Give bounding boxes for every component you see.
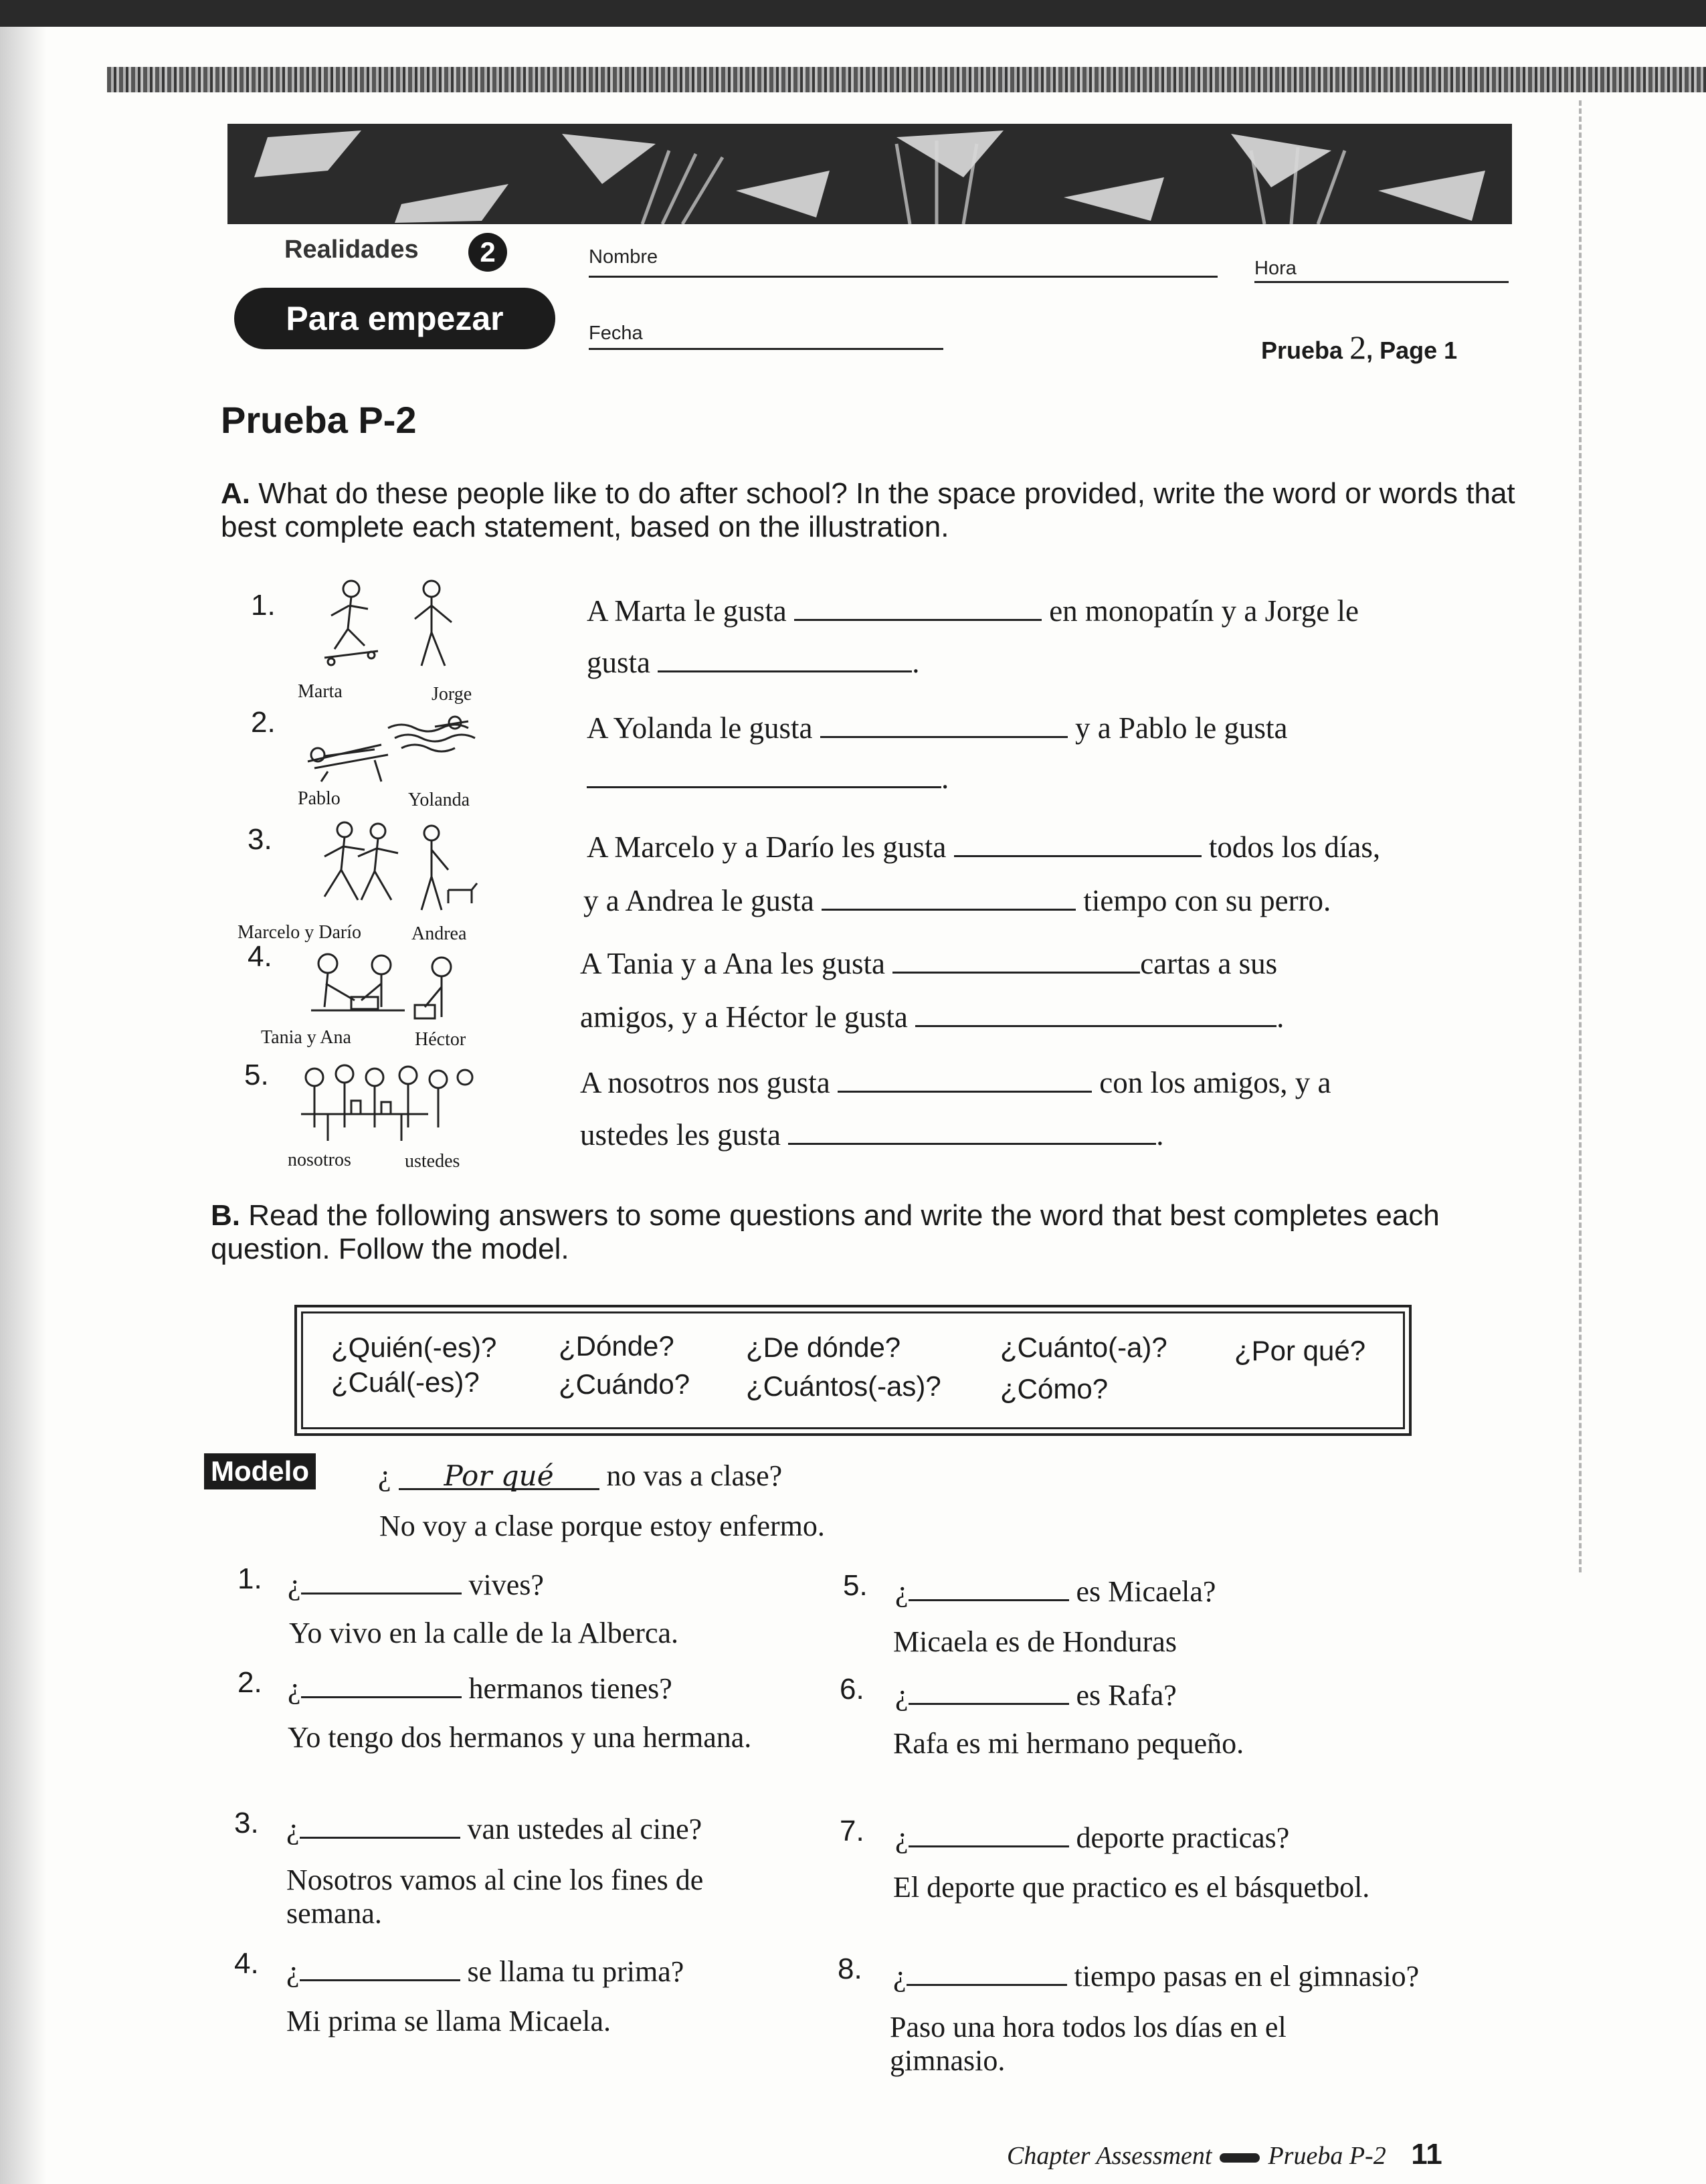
- question-rest: hermanos tienes?: [468, 1672, 672, 1705]
- caption-left: Tania y Ana: [261, 1027, 351, 1048]
- question-answer: Mi prima se llama Micaela.: [286, 2005, 611, 2037]
- sentence-text: cartas a sus: [1140, 947, 1278, 980]
- item-sentence: [587, 709, 1287, 745]
- sentence-text: todos los días,: [1208, 830, 1381, 864]
- question-number: 4.: [234, 1947, 259, 1980]
- question-mark-open: ¿: [286, 1813, 300, 1845]
- scan-left-shadow: [0, 27, 47, 2184]
- question-number: 7.: [840, 1815, 864, 1847]
- item-sentence: [580, 998, 1284, 1034]
- answer-blank[interactable]: [587, 759, 941, 788]
- answer-blank[interactable]: [301, 1669, 462, 1698]
- item-sentence: [587, 644, 920, 680]
- test-number: 2: [1349, 329, 1367, 366]
- item-number: 3.: [248, 823, 272, 856]
- item-sentence: [587, 828, 1380, 864]
- word-bank-item: ¿Cómo?: [1000, 1373, 1109, 1404]
- scan-top-border: [0, 0, 1706, 27]
- answer-blank[interactable]: [301, 1566, 462, 1595]
- answer-blank[interactable]: [788, 1116, 1156, 1145]
- answer-blank[interactable]: [892, 945, 1140, 974]
- sentence-text: A Marta le gusta: [587, 594, 787, 628]
- question-mark-open: ¿: [378, 1459, 391, 1492]
- model-question: [378, 1459, 782, 1493]
- question-rest: vives?: [468, 1568, 544, 1601]
- answer-blank[interactable]: [954, 828, 1202, 857]
- question-number: 1.: [238, 1562, 262, 1595]
- sentence-text: y a Pablo le gusta: [1075, 711, 1288, 745]
- caption-right: Andrea: [411, 923, 467, 944]
- run-dog-icon: [304, 816, 478, 923]
- question-mark-open: ¿: [895, 1575, 909, 1608]
- write-letters-icon: [298, 943, 475, 1027]
- question-mark-open: ¿: [286, 1955, 300, 1988]
- question-line: [286, 1952, 684, 1989]
- sentence-text: amigos, y a Héctor le gusta: [580, 1000, 908, 1034]
- question-line: [288, 1566, 544, 1602]
- word-bank-item: ¿De dónde?: [746, 1332, 901, 1363]
- question-rest: se llama tu prima?: [467, 1955, 684, 1988]
- question-answer: Paso una hora todos los días en el gimnasio.: [890, 2011, 1287, 2077]
- question-number: 5.: [843, 1569, 868, 1602]
- question-mark-open: ¿: [895, 1679, 909, 1712]
- word-bank-item: ¿Cuál(-es)?: [331, 1366, 480, 1398]
- question-line: [288, 1669, 672, 1706]
- friends-group-icon: [294, 1061, 475, 1144]
- test-page-label: [1261, 328, 1457, 367]
- sentence-text: y a Andrea le gusta: [583, 884, 814, 917]
- test-prefix: Prueba: [1261, 337, 1343, 364]
- question-answer: Nosotros vamos al cine los fines de semana.: [286, 1863, 704, 1930]
- sentence-text: con los amigos, y a: [1099, 1066, 1331, 1099]
- item-number: 1.: [251, 589, 276, 622]
- question-mark-open: ¿: [893, 1960, 907, 1993]
- caption-right: ustedes: [405, 1151, 460, 1172]
- sentence-text: A nosotros nos gusta: [580, 1066, 830, 1099]
- item-sentence: [580, 945, 1277, 981]
- caption-left: Pablo: [298, 788, 341, 809]
- sentence-text: en monopatín y a Jorge le: [1049, 594, 1359, 628]
- word-bank-item: ¿Cuánto(-a)?: [1000, 1332, 1167, 1363]
- sentence-text: tiempo con su perro.: [1083, 884, 1331, 917]
- item-number: 4.: [248, 940, 272, 973]
- sentence-text: .: [912, 646, 920, 679]
- item-sentence: [580, 1116, 1163, 1152]
- question-rest: van ustedes al cine?: [467, 1813, 702, 1845]
- section-b-instructions: [211, 1199, 1482, 1266]
- unit-pill: Para empezar: [234, 288, 555, 349]
- name-field[interactable]: [589, 276, 1218, 278]
- model-answer: Por qué: [444, 1459, 554, 1492]
- item-number: 5.: [244, 1059, 269, 1091]
- question-answer: El deporte que practico es el básquetbol.: [893, 1871, 1370, 1904]
- arrow-icon: [1220, 2153, 1260, 2163]
- answer-blank[interactable]: [300, 1952, 460, 1981]
- question-number: 8.: [838, 1952, 862, 1985]
- sentence-text: .: [941, 761, 949, 795]
- word-bank-item: ¿Cuándo?: [559, 1368, 690, 1400]
- answer-blank[interactable]: [794, 592, 1042, 621]
- question-line: [895, 1572, 1216, 1609]
- question-number: 6.: [840, 1673, 864, 1706]
- question-number: 3.: [234, 1807, 259, 1839]
- swim-sunbathe-icon: [301, 708, 482, 785]
- answer-blank[interactable]: [822, 882, 1076, 911]
- level-badge: 2: [468, 233, 507, 272]
- footer-chapter: Chapter Assessment: [1007, 2142, 1212, 2170]
- answer-blank[interactable]: [838, 1064, 1092, 1093]
- answer-blank[interactable]: [909, 1819, 1069, 1847]
- caption-left: Marcelo y Darío: [238, 922, 362, 943]
- question-answer: Micaela es de Honduras: [893, 1625, 1177, 1658]
- decorative-banner: [227, 124, 1512, 224]
- caption-left: nosotros: [288, 1150, 351, 1170]
- word-bank-item: ¿Dónde?: [559, 1330, 674, 1362]
- series-title: Realidades: [284, 236, 419, 264]
- word-bank-item: ¿Cuántos(-as)?: [746, 1370, 941, 1402]
- question-answer: Yo vivo en la calle de la Alberca.: [289, 1617, 679, 1649]
- skateboard-walk-icon: [301, 572, 475, 679]
- answer-blank[interactable]: [820, 709, 1068, 738]
- caption-right: Jorge: [432, 684, 472, 705]
- section-b-letter: B.: [211, 1199, 240, 1232]
- item-sentence: [587, 592, 1359, 628]
- item-number: 2.: [251, 706, 276, 739]
- caption-left: Marta: [298, 681, 343, 702]
- sentence-text: A Tania y a Ana les gusta: [580, 947, 885, 980]
- question-answer: Yo tengo dos hermanos y una hermana.: [288, 1721, 752, 1754]
- caption-right: Yolanda: [408, 790, 470, 810]
- page-label: , Page 1: [1366, 337, 1458, 364]
- question-rest: es Micaela?: [1076, 1575, 1216, 1608]
- section-a-letter: A.: [221, 477, 250, 510]
- model-answer-blank: [399, 1459, 599, 1490]
- sentence-text: .: [1276, 1000, 1285, 1034]
- question-line: [895, 1676, 1177, 1712]
- question-line: [893, 1957, 1419, 1993]
- answer-blank[interactable]: [300, 1810, 460, 1839]
- page-number: 11: [1411, 2138, 1442, 2171]
- footer: [1007, 2138, 1442, 2171]
- section-a-text: What do these people like to do after school? In the space provided, write the word or words that best complete each statement, based on the illustration.: [221, 477, 1515, 543]
- model-response: No voy a clase porque estoy enfermo.: [379, 1510, 825, 1542]
- section-b-text: Read the following answers to some questions and write the word that best completes each question. Follow the model.: [211, 1199, 1440, 1265]
- sentence-text: A Yolanda le gusta: [587, 711, 813, 745]
- word-bank-item: ¿Por qué?: [1234, 1335, 1366, 1366]
- date-label: Fecha: [589, 323, 643, 344]
- answer-blank[interactable]: [915, 998, 1276, 1027]
- answer-blank[interactable]: [658, 644, 912, 672]
- item-sentence: [587, 759, 949, 796]
- model-question-rest: no vas a clase?: [606, 1459, 783, 1492]
- caption-right: Héctor: [415, 1029, 466, 1050]
- sentence-text: .: [1156, 1118, 1164, 1152]
- answer-blank[interactable]: [909, 1572, 1069, 1601]
- answer-blank[interactable]: [909, 1676, 1069, 1705]
- name-label: Nombre: [589, 246, 658, 268]
- question-rest: deporte practicas?: [1076, 1821, 1290, 1854]
- item-sentence: [580, 1064, 1331, 1100]
- date-field[interactable]: [589, 348, 943, 350]
- period-field[interactable]: [1254, 281, 1509, 283]
- question-answer: Rafa es mi hermano pequeño.: [893, 1727, 1244, 1760]
- section-a-instructions: [221, 477, 1519, 544]
- answer-blank[interactable]: [907, 1957, 1067, 1986]
- period-label: Hora: [1254, 258, 1297, 279]
- scan-right-edge: [1579, 100, 1608, 1572]
- question-rest: es Rafa?: [1076, 1679, 1177, 1712]
- question-mark-open: ¿: [288, 1672, 301, 1705]
- model-badge: Modelo: [204, 1453, 316, 1489]
- item-sentence: [583, 882, 1331, 918]
- question-rest: tiempo pasas en el gimnasio?: [1074, 1960, 1420, 1993]
- sentence-text: ustedes les gusta: [580, 1118, 781, 1152]
- word-bank-item: ¿Quién(-es)?: [331, 1332, 497, 1363]
- question-line: [895, 1819, 1289, 1855]
- question-number: 2.: [238, 1666, 262, 1699]
- footer-test: Prueba P-2: [1268, 2142, 1386, 2170]
- sentence-text: gusta: [587, 646, 650, 679]
- sentence-text: A Marcelo y a Darío les gusta: [587, 830, 947, 864]
- question-mark-open: ¿: [288, 1568, 301, 1601]
- question-mark-open: ¿: [895, 1821, 909, 1854]
- header-rule: [107, 67, 1706, 92]
- page-title: Prueba P-2: [221, 399, 417, 441]
- question-line: [286, 1810, 702, 1846]
